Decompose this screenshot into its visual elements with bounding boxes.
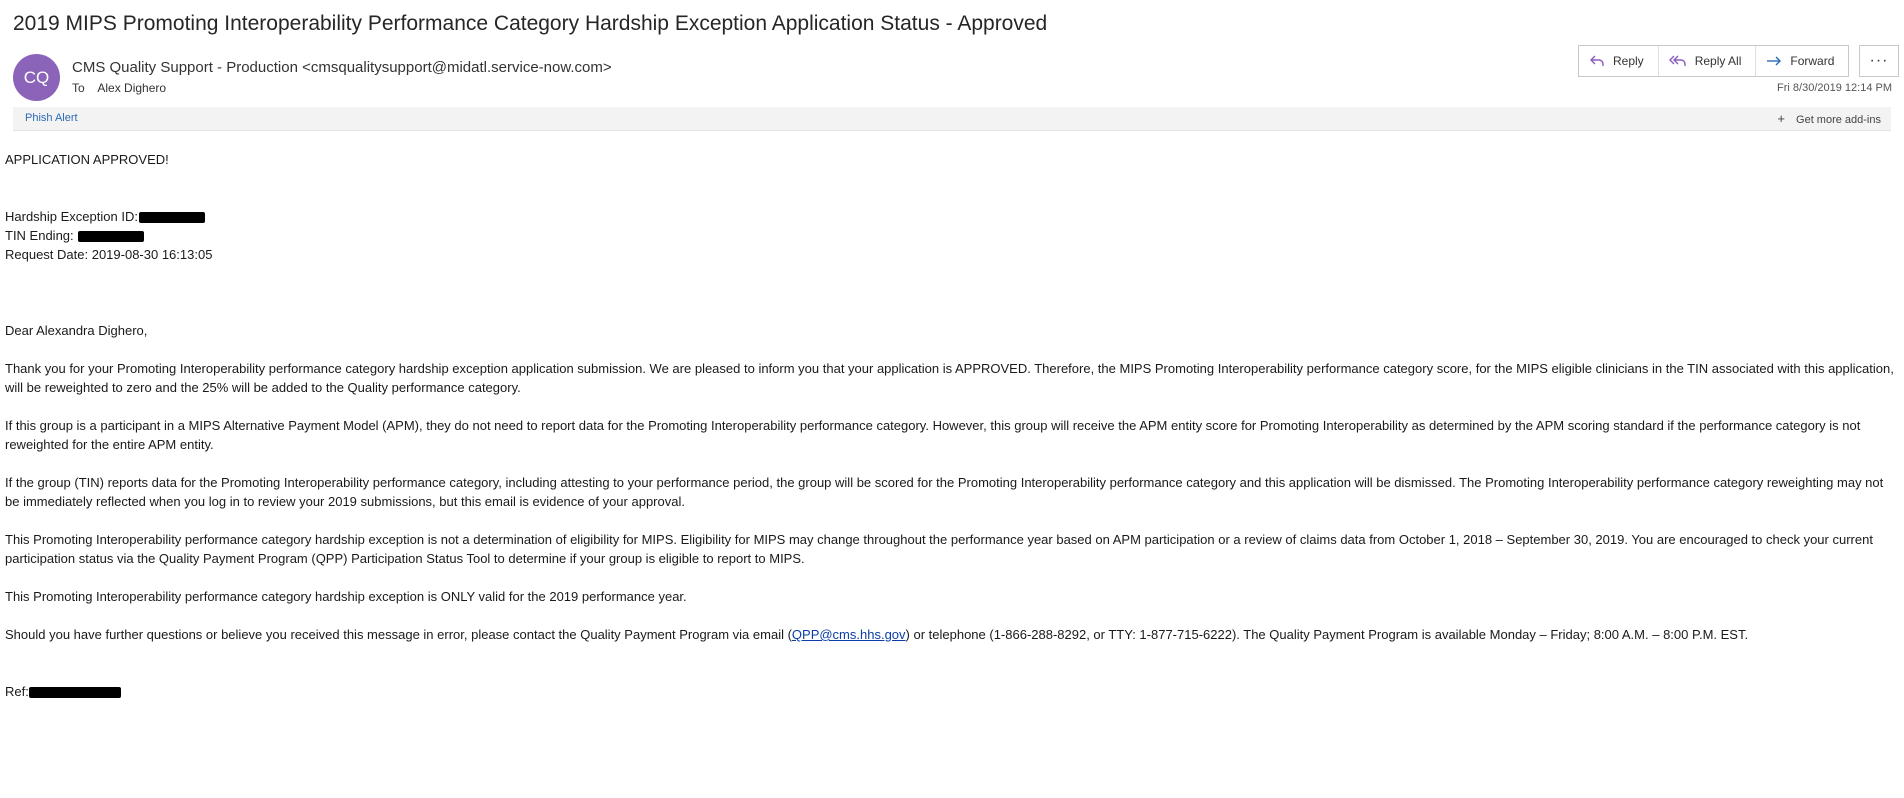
headline: APPLICATION APPROVED! (5, 152, 169, 167)
sender-line[interactable]: CMS Quality Support - Production <cmsqualitysupport@midatl.service-now.com> (72, 59, 612, 76)
ref-label: Ref: (5, 684, 29, 699)
redaction-mark (139, 212, 205, 223)
reply-icon (1589, 54, 1605, 68)
message-timestamp: Fri 8/30/2019 12:14 PM (1777, 82, 1892, 94)
sender-avatar[interactable] (13, 54, 60, 101)
phish-alert-button[interactable]: Phish Alert (25, 112, 78, 124)
ref-line (5, 682, 1895, 701)
recipient-line (72, 81, 166, 95)
get-more-addins-label: Get more add-ins (1796, 114, 1881, 126)
reply-all-label: Reply All (1694, 54, 1742, 68)
email-link[interactable]: QPP@cms.hhs.gov (791, 627, 906, 642)
paragraph: If the group (TIN) reports data for the Promoting Interoperability performance category, including attesting to your performance period, the group will be scored for the Promoting Interoperability performance category and this application will be dismissed. The Promoting Interoperability performance category reweighting may not be immediately reflected when you log in to review your 2019 submissions, but this email is evidence of your approval. (5, 475, 1884, 509)
paragraph: This Promoting Interoperability performance category hardship exception is ONLY valid for the 2019 performance year. (5, 589, 687, 604)
to-label: To (72, 81, 85, 95)
addin-bar (13, 107, 1891, 131)
reply-button[interactable] (1579, 46, 1659, 76)
request-date: Request Date: 2019-08-30 16:13:05 (5, 247, 213, 262)
forward-icon (1766, 54, 1782, 68)
avatar-initials: CQ (23, 67, 50, 87)
reply-all-button[interactable] (1659, 46, 1757, 76)
contact-text: ) or telephone (1-866-288-8292, or TTY: 1-877-715-6222). The Quality Payment Program is available Monday – Friday; 8:00 A.M. – 8:00 P.M. EST. (905, 627, 1749, 642)
redaction-mark (78, 231, 144, 242)
contact-paragraph (5, 625, 1895, 644)
paragraph: This Promoting Interoperability performance category hardship exception is not a determination of eligibility for MIPS. Eligibility for MIPS may change throughout the performance year based on APM participation or a review of claims data from October 1, 2018 – September 30, 2019. You are encouraged to check your current participation status via the Quality Payment Program (QPP) Participation Status Tool to determine if your group is eligible to report to MIPS. (5, 532, 1873, 566)
recipient-name[interactable]: Alex Dighero (97, 81, 167, 95)
forward-button[interactable] (1756, 46, 1848, 76)
get-more-addins-button[interactable] (1777, 111, 1881, 126)
forward-label: Forward (1790, 54, 1835, 68)
email-subject: 2019 MIPS Promoting Interoperability Performance Category Hardship Exception Application Status - Approved (13, 12, 1048, 35)
more-icon: ··· (1869, 52, 1889, 69)
tin-label: TIN Ending: (5, 228, 74, 243)
greeting: Dear Alexandra Dighero, (5, 323, 148, 338)
contact-text: Should you have further questions or believe you received this message in error, please contact the Quality Payment Program via email ( (5, 627, 792, 642)
hardship-id-line (5, 207, 1895, 226)
message-actions (1578, 45, 1849, 77)
paragraph: Thank you for your Promoting Interoperability performance category hardship exception application submission. We are pleased to inform you that your application is APPROVED. Therefore, the MIPS Promoting Interoperability performance category score, for the MIPS eligible clinicians in the TIN associated with this application, will be reweighted to zero and the 25% will be added to the Quality performance category. (5, 361, 1894, 395)
message-body (5, 150, 1895, 701)
paragraph: If this group is a participant in a MIPS Alternative Payment Model (APM), they do not need to report data for the Promoting Interoperability performance category. However, this group will receive the APM entity score for Promoting Interoperability as determined by the APM scoring standard if the performance category is not reweighted for the entire APM entity. (5, 418, 1861, 452)
more-actions-button[interactable] (1859, 45, 1899, 77)
hardship-id-label: Hardship Exception ID: (5, 209, 138, 224)
redaction-mark (29, 687, 121, 698)
plus-icon: + (1777, 111, 1785, 126)
tin-line (5, 226, 1895, 245)
reply-all-icon (1669, 54, 1687, 68)
reply-label: Reply (1613, 54, 1644, 68)
